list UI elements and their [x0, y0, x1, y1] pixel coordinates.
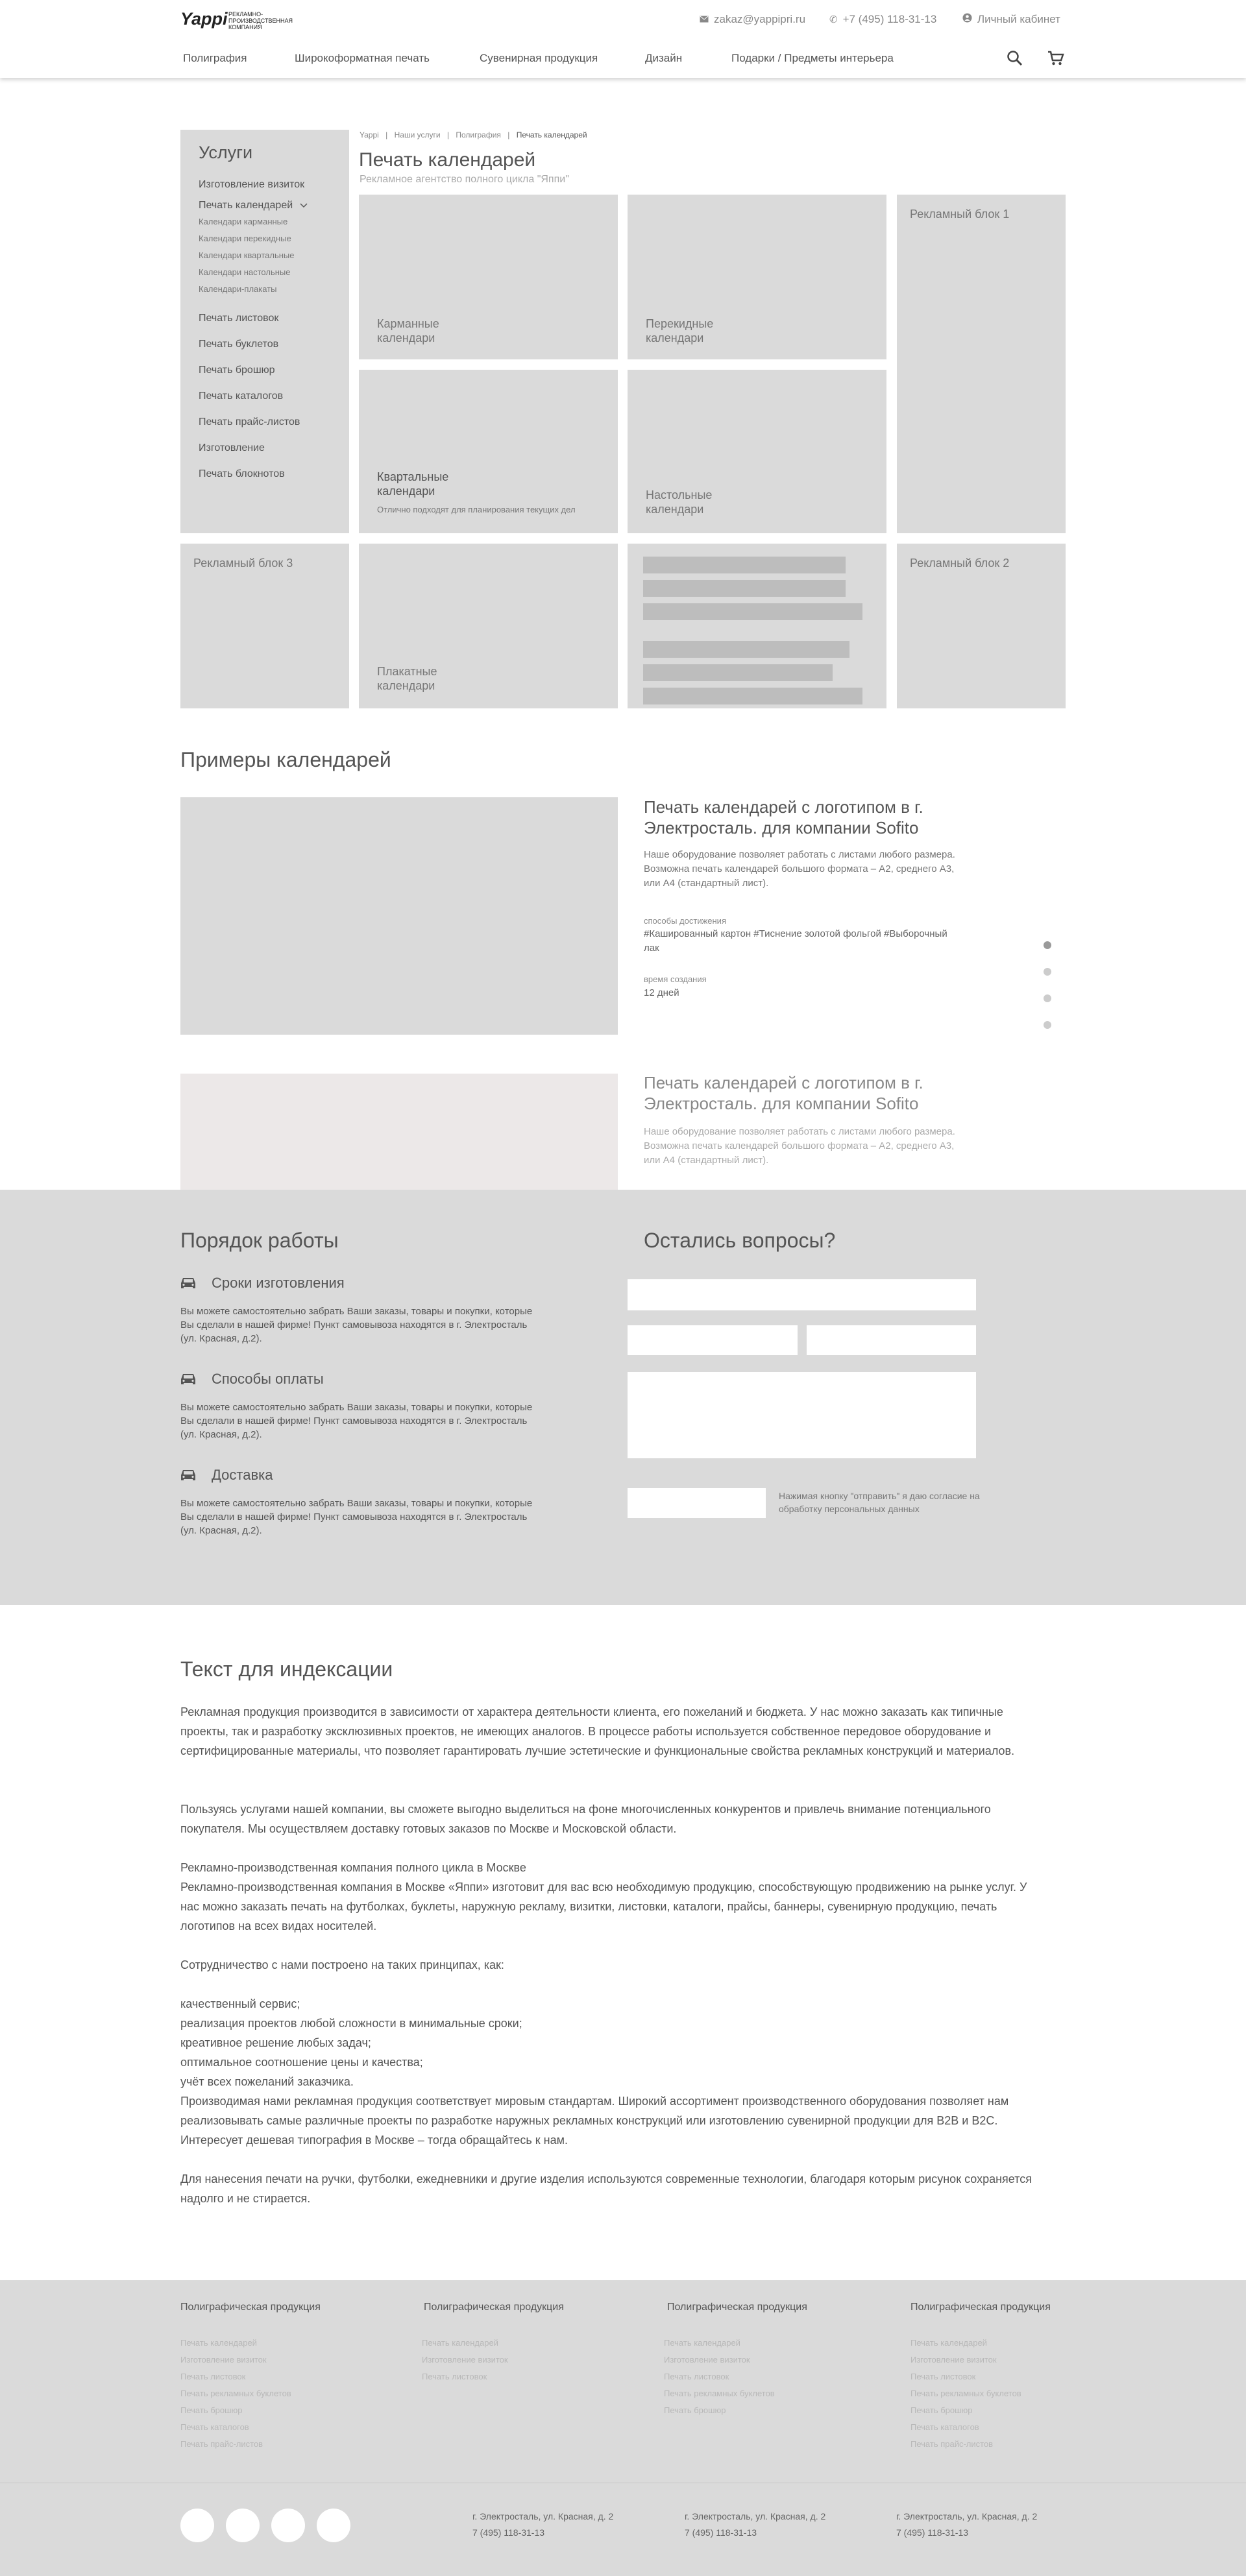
sidebar-subitem-pocket[interactable]: Календари карманные: [199, 217, 288, 226]
tile-label: Квартальные календари: [377, 470, 449, 498]
email-field[interactable]: [807, 1325, 976, 1355]
footer-address: г. Электросталь, ул. Красная, д. 2: [472, 2511, 614, 2522]
placeholder-block: [628, 544, 886, 708]
footer-link[interactable]: Печать листовок: [180, 2372, 246, 2381]
ad-block-3[interactable]: [180, 544, 349, 708]
time-value: 12 дней: [644, 987, 679, 998]
placeholder-line: [643, 580, 846, 597]
index-paragraph: Пользуясь услугами нашей компании, вы сможете выгодно выделиться на фоне многочисленных конкурентов и привлечь внимание потенциального покупателя. Мы осуществляем доставку готовых заказов по Москве и Московской области.: [180, 1803, 991, 1835]
sidebar-item-business-cards[interactable]: Изготовление визиток: [199, 179, 305, 190]
step-title: Сроки изготовления: [212, 1275, 345, 1291]
cart-icon[interactable]: [1047, 51, 1064, 69]
page-title: Печать календарей: [359, 149, 536, 171]
footer-link[interactable]: Печать прайс-листов: [180, 2439, 263, 2449]
site-footer: [0, 2280, 1246, 2576]
example-text: Наше оборудование позволяет работать с листами любого размера. Возможна печать календарей большого формата – А2, среднего А3, или А4 (стандартный лист).: [644, 1126, 955, 1166]
site-header: [0, 0, 1246, 78]
nav-gifts[interactable]: Подарки / Предметы интерьера: [731, 52, 894, 64]
footer-link[interactable]: Печать прайс-листов: [910, 2439, 994, 2449]
footer-link[interactable]: Печать каталогов: [180, 2422, 249, 2432]
car-icon: [180, 1277, 196, 1293]
example-text: Наше оборудование позволяет работать с листами любого размера. Возможна печать календарей большого формата – А2, среднего А3, или А4 (стандартный лист).: [644, 849, 955, 889]
index-paragraph: Производимая нами рекламная продукция соответствует мировым стандартам. Широкий ассортимент производственного оборудования позволяет нам реализовывать самые различные проекты по разработке наружных рекламных конструкций или изготовлению сувенирной продукции для B2B и B2C. Интересует дешевая типография в Москве – тогда обращайтесь к нам.: [180, 2095, 1009, 2147]
sidebar-item-brochures[interactable]: Печать брошюр: [199, 365, 275, 376]
footer-address-block: [685, 2509, 825, 2541]
sidebar-subitem-flip[interactable]: Календари перекидные: [199, 234, 291, 243]
tile-poster-calendars[interactable]: [359, 544, 618, 708]
nav-polygraphy[interactable]: Полиграфия: [183, 52, 247, 64]
sidebar-item-catalogs[interactable]: Печать каталогов: [199, 391, 284, 402]
footer-link[interactable]: Изготовление визиток: [422, 2355, 508, 2365]
tile-label: Настольные календари: [646, 488, 713, 516]
footer-link[interactable]: Печать брошюр: [664, 2405, 726, 2415]
footer-link[interactable]: Изготовление визиток: [664, 2355, 750, 2365]
footer-link[interactable]: Печать брошюр: [180, 2405, 243, 2415]
footer-column-title: Полиграфическая продукция: [180, 2302, 321, 2313]
index-paragraph: Сотрудничество с нами построено на таких принципах, как:: [180, 1958, 504, 1971]
social-3-icon[interactable]: [271, 2509, 305, 2542]
search-icon[interactable]: [1007, 50, 1023, 70]
footer-link[interactable]: Печать листовок: [910, 2372, 976, 2381]
footer-link[interactable]: Печать календарей: [910, 2338, 987, 2348]
ad-block-2[interactable]: [897, 544, 1066, 708]
methods-tags: #Кашированный картон #Тиснение золотой фольгой #Выборочный лак: [644, 928, 947, 954]
footer-address-block: [896, 2509, 1037, 2541]
nav-souvenirs[interactable]: Сувенирная продукция: [480, 52, 598, 64]
footer-phone[interactable]: 7 (495) 118-31-13: [685, 2527, 757, 2538]
page-subtitle: Рекламное агентство полного цикла "Яппи": [360, 174, 569, 185]
phone-contact[interactable]: [829, 13, 936, 26]
step-text: Вы можете самостоятельно забрать Ваши заказы, товары и покупки, которые Вы сделали в нашей фирме! Пункт самовывоза находятся в г. Электросталь (ул. Красная, д.2).: [180, 1498, 533, 1536]
footer-address: г. Электросталь, ул. Красная, д. 2: [896, 2511, 1038, 2522]
tile-description: Отлично подходят для планирования текущих дел: [377, 505, 576, 514]
account-link[interactable]: [962, 13, 1060, 26]
placeholder-line: [643, 641, 849, 658]
slider-dot[interactable]: [1044, 968, 1051, 976]
footer-address: г. Электросталь, ул. Красная, д. 2: [685, 2511, 826, 2522]
placeholder-line: [643, 603, 862, 620]
email-text: zakaz@yappipri.ru: [714, 13, 806, 25]
footer-link[interactable]: Печать рекламных буклетов: [180, 2389, 291, 2398]
index-list-item: реализация проектов любой сложности в минимальные сроки;: [180, 2017, 522, 2030]
services-sidebar: [180, 130, 349, 533]
car-icon: [180, 1373, 196, 1389]
email-contact[interactable]: [700, 13, 805, 26]
footer-address-block: [472, 2509, 613, 2541]
car-icon: [180, 1469, 196, 1485]
footer-column-title: Полиграфическая продукция: [667, 2302, 807, 2313]
index-subheading: Рекламно-производственная компания полного цикла в Москве: [180, 1861, 526, 1874]
name-field[interactable]: [628, 1279, 976, 1310]
questions-heading: Остались вопросы?: [644, 1229, 836, 1252]
placeholder-line: [643, 688, 862, 704]
example-title: Печать календарей с логотипом в г. Электросталь. для компании Sofito: [644, 797, 923, 837]
index-paragraph: Для нанесения печати на ручки, футболки, ежедневники и другие изделия используются современные технологии, благодаря которым рисунок сохраняется надолго и не стирается.: [180, 2173, 1032, 2205]
ad-block-1[interactable]: [897, 195, 1066, 533]
index-list-item: креативное решение любых задач;: [180, 2036, 371, 2049]
sidebar-item-manufacturing[interactable]: Изготовление: [199, 442, 265, 453]
footer-link[interactable]: Изготовление визиток: [180, 2355, 267, 2365]
sidebar-title: Услуги: [199, 143, 253, 162]
footer-link[interactable]: Печать брошюр: [910, 2405, 973, 2415]
footer-phone[interactable]: 7 (495) 118-31-13: [472, 2527, 545, 2538]
account-text: Личный кабинет: [977, 13, 1060, 25]
step-title: Способы оплаты: [212, 1371, 324, 1387]
ad-label: Рекламный блок 1: [910, 208, 1010, 221]
phone-field[interactable]: [628, 1325, 798, 1355]
slider-dot[interactable]: [1044, 994, 1051, 1002]
consent-text: Нажимая кнопку "отправить" я даю согласие на обработку персональных данных: [779, 1491, 980, 1514]
index-list-item: оптимальное соотношение цены и качества;: [180, 2056, 423, 2069]
social-4-icon[interactable]: [317, 2509, 350, 2542]
time-label: время создания: [644, 974, 707, 984]
step-text: Вы можете самостоятельно забрать Ваши заказы, товары и покупки, которые Вы сделали в нашей фирме! Пункт самовывоза находятся в г. Электросталь (ул. Красная, д.2).: [180, 1306, 533, 1344]
footer-link[interactable]: Печать календарей: [664, 2338, 740, 2348]
example-image[interactable]: [180, 1074, 618, 1190]
index-paragraph: Рекламно-производственная компания в Москве «Яппи» изготовит для вас всю необходимую продукцию, способствующую продвижению на рынке услуг. У нас можно заказать печать на футболках, буклеты, наружную рекламу, визитки, листовки, каталоги, прайсы, баннеры, сувенирную продукцию, печать логотипов на всех видах носителей.: [180, 1881, 1027, 1932]
tile-label: Перекидные календари: [646, 317, 714, 344]
footer-link[interactable]: Печать рекламных буклетов: [664, 2389, 775, 2398]
phone-icon: ✆: [829, 14, 838, 25]
sidebar-item-calendars[interactable]: [199, 200, 308, 211]
breadcrumb-link[interactable]: Полиграфия: [456, 130, 501, 139]
breadcrumb-link[interactable]: Наши услуги: [394, 130, 441, 139]
footer-link[interactable]: Печать рекламных буклетов: [910, 2389, 1021, 2398]
chevron-down-icon: [300, 200, 308, 211]
send-button[interactable]: [628, 1488, 766, 1518]
message-field[interactable]: [628, 1372, 976, 1458]
breadcrumb: Yappi | Наши услуги | Полиграфия | Печать календарей: [360, 130, 587, 139]
ad-label: Рекламный блок 2: [910, 557, 1010, 570]
footer-phone[interactable]: 7 (495) 118-31-13: [896, 2527, 969, 2538]
slider-dot[interactable]: [1044, 1021, 1051, 1029]
footer-link[interactable]: Печать каталогов: [910, 2422, 979, 2432]
sidebar-item-notebooks[interactable]: Печать блокнотов: [199, 468, 285, 479]
ad-label: Рекламный блок 3: [193, 557, 293, 570]
sidebar-item-price-lists[interactable]: Печать прайс-листов: [199, 416, 300, 427]
step-text: Вы можете самостоятельно забрать Ваши заказы, товары и покупки, которые Вы сделали в нашей фирме! Пункт самовывоза находятся в г. Электросталь (ул. Красная, д.2).: [180, 1402, 533, 1440]
phone-text: +7 (495) 118-31-13: [842, 13, 937, 25]
work-heading: Порядок работы: [180, 1229, 339, 1252]
methods-label: способы достижения: [644, 916, 726, 926]
tile-pocket-calendars[interactable]: [359, 195, 618, 359]
breadcrumb-link[interactable]: Yappi: [360, 130, 379, 139]
sidebar-item-booklets[interactable]: Печать буклетов: [199, 339, 279, 350]
footer-column-title: Полиграфическая продукция: [424, 2302, 564, 2313]
sidebar-subitem-desk[interactable]: Календари настольные: [199, 267, 291, 277]
social-2-icon[interactable]: [226, 2509, 260, 2542]
index-heading: Текст для индексации: [180, 1657, 393, 1681]
index-paragraph: Рекламная продукция производится в зависимости от характера деятельности клиента, его пожеланий и бюджета. У нас можно заказать как типичные проекты, так и разработку эксклюзивных проектов, не имеющих аналогов. В процессе работы используется собственное передовое оборудование и сертифицированные материалы, что позволяет гарантировать лучшие эстетические и функциональные свойства рекламных конструкций и материалов.: [180, 1705, 1015, 1757]
logo-tagline: РЕКЛАМНО-ПРОИЗВОДСТВЕННАЯ КОМПАНИЯ: [228, 11, 293, 30]
footer-link[interactable]: Изготовление визиток: [910, 2355, 997, 2365]
placeholder-line: [643, 664, 833, 681]
examples-heading: Примеры календарей: [180, 748, 391, 771]
tile-quarterly-calendars[interactable]: [359, 370, 618, 533]
index-list-item: учёт всех пожеланий заказчика.: [180, 2075, 354, 2088]
footer-link[interactable]: Печать календарей: [422, 2338, 498, 2348]
nav-large-format[interactable]: Широкоформатная печать: [295, 52, 430, 64]
nav-design[interactable]: Дизайн: [645, 52, 683, 64]
sidebar-subitem-poster[interactable]: Календари-плакаты: [199, 284, 277, 294]
footer-link[interactable]: Печать календарей: [180, 2338, 257, 2348]
sidebar-subitem-quarterly[interactable]: Календари квартальные: [199, 250, 295, 260]
footer-link[interactable]: Печать листовок: [664, 2372, 729, 2381]
tile-label: Плакатные календари: [377, 665, 437, 692]
step-title: Доставка: [212, 1467, 273, 1483]
footer-column-title: Полиграфическая продукция: [910, 2302, 1051, 2313]
example-image[interactable]: [180, 797, 618, 1035]
work-section: [0, 1190, 1246, 1605]
mail-icon: [700, 13, 709, 26]
example-title: Печать календарей с логотипом в г. Электросталь. для компании Sofito: [644, 1073, 923, 1113]
tile-label: Карманные календари: [377, 317, 439, 344]
logo[interactable]: Yappi: [180, 9, 228, 29]
sidebar-item-label: Печать календарей: [199, 200, 293, 211]
tile-desk-calendars[interactable]: [628, 370, 886, 533]
tile-flip-calendars[interactable]: [628, 195, 886, 359]
index-list-item: качественный сервис;: [180, 1997, 300, 2010]
social-1-icon[interactable]: [180, 2509, 214, 2542]
slider-dot-active[interactable]: [1044, 941, 1051, 949]
user-icon: [962, 13, 972, 26]
sidebar-item-leaflets[interactable]: Печать листовок: [199, 313, 279, 324]
breadcrumb-current: Печать календарей: [516, 130, 587, 139]
footer-link[interactable]: Печать листовок: [422, 2372, 487, 2381]
placeholder-line: [643, 557, 846, 573]
